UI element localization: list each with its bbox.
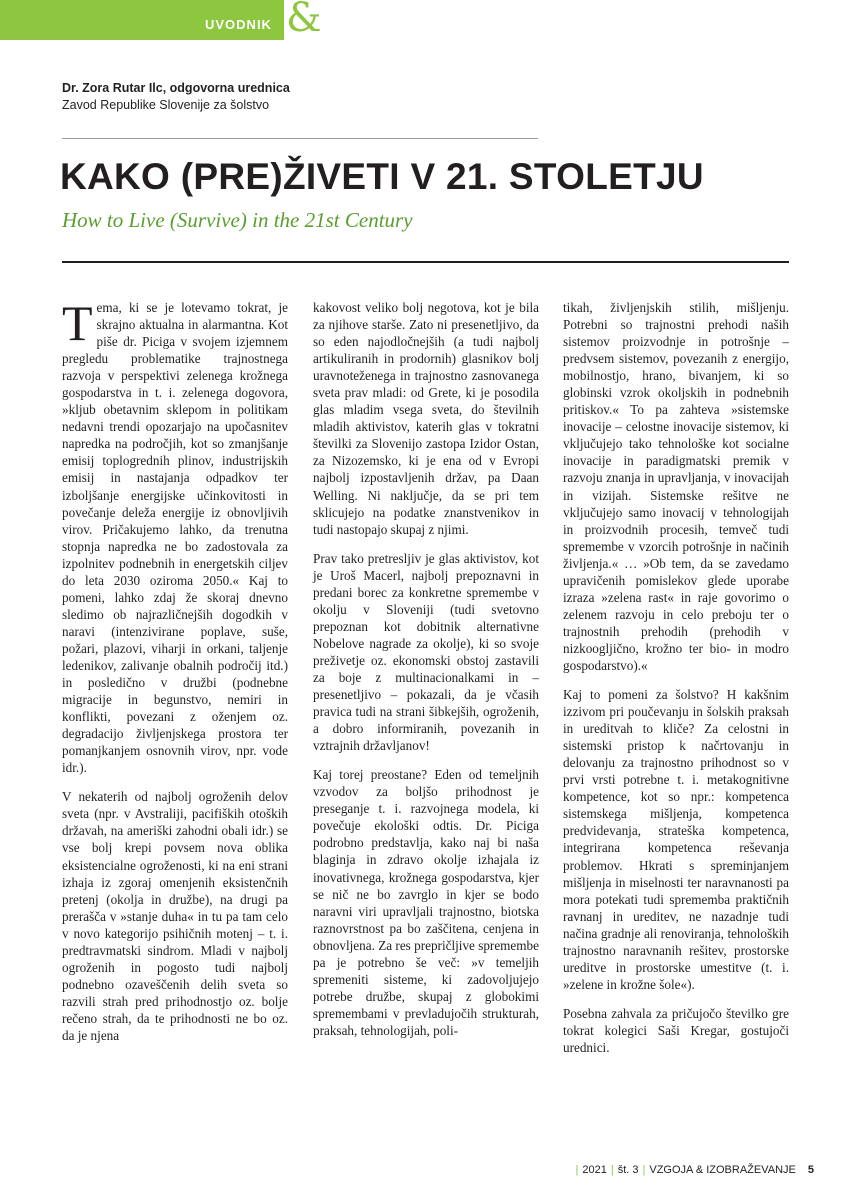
section-label: UVODNIK: [205, 17, 272, 32]
article-column-3: [563, 299, 789, 1068]
paragraph: Posebna zahvala za pričujočo številko gre tokrat kolegici Saši Kregar, gostujoči urednici.: [563, 1005, 789, 1055]
paragraph: kakovost veliko bolj negotova, kot je bila za njihove starše. Zato ni presenetljivo, da so eden najodločnejših (a tudi najbolj artikuliranih in prodornih) glasnikov bolj uravnoteženega in trajnostno zasnovanega sveta prav mladi: od Grete, ki je posodila glas mladim vsega sveta, do številnih mladih aktivistov, katerih glas v tokratni številki za Slovenijo zastopa Izidor Ostan, za Nizozemsko, ki je ena od v Evropi najbolj izpostavljenih držav, pa Daan Welling. Ni naključje, da se pri tem sklicujejo na podatke znanstvenikov in tudi nastopajo skupaj z njimi.: [313, 300, 539, 537]
paragraph-text: ema, ki se je lotevamo tokrat, je skrajno aktualna in alarmantna. Kot piše dr. Piciga v svojem izjemnem pregledu problematike trajnostnega razvoja v perspektivi zelenega krožnega gospodarstva in t. i. zelenega dogovora, »kljub obetavnim sklepom in politikam nedavni trendi opozarjajo na upočasnitev napredka na področjih, kot so zmanjšanje emisij toplogrednih plinov, industrijskih emisij in nastajanja odpadkov ter izboljšanje energijske učinkovitosti in povečanje deleža energije iz obnovljivih virov. Pričakujemo lahko, da trenutna stopnja napredka ne bo zadostovala za izpolnitev podnebnih in energetskih ciljev do leta 2030 oziroma 2050.« Kaj to pomeni, lahko zdaj že skoraj dnevno sledimo ob najrazličnejših dogodkih v naravi (intenzivirane poplave, suše, požari, plazovi, viharji in orkani, taljenje ledenikov, zalivanje obalnih področij itd.) in posledično v družbi (podnebne migracije in begunstvo, nemiri in konflikti, povezani z oženjem oz. degradacijo življenjskega prostora ter pomanjkanjem osnovnih virov, npr. vode idr.).: [62, 300, 288, 776]
footer-separator: |: [610, 1164, 614, 1176]
paragraph: Kaj torej preostane? Eden od temeljnih vzvodov za boljšo prihodnost je preseganje t. i. razvojnega modela, ki povečuje ekološki odtis. Dr. Piciga podrobno predstavlja, kako naj bi naša blaginja in zdravo okolje izhajala iz inovativnega, krožnega gospodarstva, kjer se nič ne bo zavrglo in kjer se bodo naravni viri upravljali trajnostno, biotska raznovrstnost pa bo zaščitena, cenjena in obnovljena. Za res prepričljive spremembe pa je potrebno še več: »v temeljih spremeniti sisteme, ki zadovoljujejo potrebe družbe, skupaj z globokimi spremembami v prevladujočih strukturah, praksah, tehnologijah, poli-: [313, 767, 539, 1038]
author-institution: Zavod Republike Slovenije za šolstvo: [62, 98, 270, 112]
article-subtitle: How to Live (Survive) in the 21st Century: [62, 208, 413, 232]
article-column-1: [62, 295, 288, 1056]
divider-thick: [62, 261, 789, 263]
paragraph: tikah, življenjskih stilih, mišljenju. Potrebni so trajnostni prehodi naših sistemov proizvodnje in potrošnje – predvsem sistemov, povezanih z energijo, mobilnostjo, hrano, bivanjem, ki so globinski vzrok okoljskih in podnebnih pritiskov.« To pa zahteva »sistemske inovacije – celostne inovacije sistemov, ki vključujejo tako tehnološke kot socialne inovacije in paradigmatski premik v razvoju znanja in upravljanja, v inovacijah in vizijah. Sistemske rešitve ne vključujejo samo inovacij v tehnologijah in proizvodnih procesih, temveč tudi spremembe v vzorcih potrošnje in načinih življenja.« … »Ob tem, da se zavedamo upravičenih pomislekov glede uporabe izraza »zelena rast« in raje govorimo o zelenem razvoju in celo preboju ter o trajnostnih prehodih (prehodih v nizkoogljično, krožno ter bio- in modro gospodarstvo).«: [563, 300, 789, 673]
article-title: KAKO (PRE)ŽIVETI V 21. STOLETJU: [60, 156, 704, 197]
footer-issue: št. 3: [617, 1164, 639, 1176]
drop-cap: T: [62, 295, 93, 351]
article-column-2: [313, 299, 539, 1051]
paragraph: Kaj to pomeni za šolstvo? H kakšnim izzivom pri poučevanju in šolskih praksah in ureditvah to kliče? Za celostni in sistemski pristop k načrtovanju in delovanju za trajnostno prihodnost so v prvi vrsti potrebne t. i. metakognitivne kompetence, kot so npr.: kompetenca sistemskega mišljenja, kompetenca predvidevanja, strateška kompetenca, integrirana kompetenca reševanja problemov. Hkrati s spreminjanjem mišljenja in miselnosti ter naravnanosti pa mora potekati tudi sprememba praktičnih ravnanj in ureditev, ne nazadnje tudi načina gradnje ali renoviranja, tehnoloških trajnostno naravnanih rešitev, prostorske ureditve in prostorske umestitve (t. i. »zelene in krožne šole«).: [563, 687, 789, 992]
footer-separator: |: [642, 1164, 646, 1176]
paragraph: [62, 295, 288, 776]
ampersand-logo: &: [286, 0, 322, 41]
footer-journal: VZGOJA & IZOBRAŽEVANJE: [649, 1164, 796, 1176]
author-name: Dr. Zora Rutar Ilc, odgovorna urednica: [62, 81, 290, 95]
divider-thin: [62, 138, 538, 139]
page-number: 5: [807, 1164, 814, 1176]
footer-year: 2021: [582, 1164, 607, 1176]
footer-separator: |: [575, 1164, 579, 1176]
paragraph: Prav tako pretresljiv je glas aktivistov, kot je Uroš Macerl, najbolj prepoznavni in predani borec za konkretne spremembe v okolju v Sloveniji (tudi svetovno prepoznan kot dobitnik alternativne Nobelove nagrade za okolje), ki so svoje preživetje oz. ekonomski obstoj zastavili za boje z multinacionalkami in – presenetljivo – pokazali, da je včasih pravica tudi na strani šibkejših, ogroženih, a dobro informiranih, povezanih in vztrajnih državljanov!: [313, 550, 539, 754]
paragraph: V nekaterih od najbolj ogroženih delov sveta (npr. v Avstraliji, pacifiških otoških državah, na ameriški zahodni obali idr.) se vse bolj krepi povsem nova oblika eksistencialne ogroženosti, ki na eni strani izhaja iz zgoraj omenjenih eksistenčnih pretenj (okolja in družbe), na drugi pa prerašča v »stanje duha« in tu pa tam celo v novo kategorijo psihičnih motenj – t. i. predtravmatski sindrom. Mladi v najbolj ogroženih in pogosto tudi najbolj podnebno ozaveščenih delih sveta so razvili strah pred prihodnostjo oz. bolje rečeno strah, da te prihodnosti ne bo oz. da je njena: [62, 789, 288, 1043]
page-footer: [490, 1164, 814, 1176]
